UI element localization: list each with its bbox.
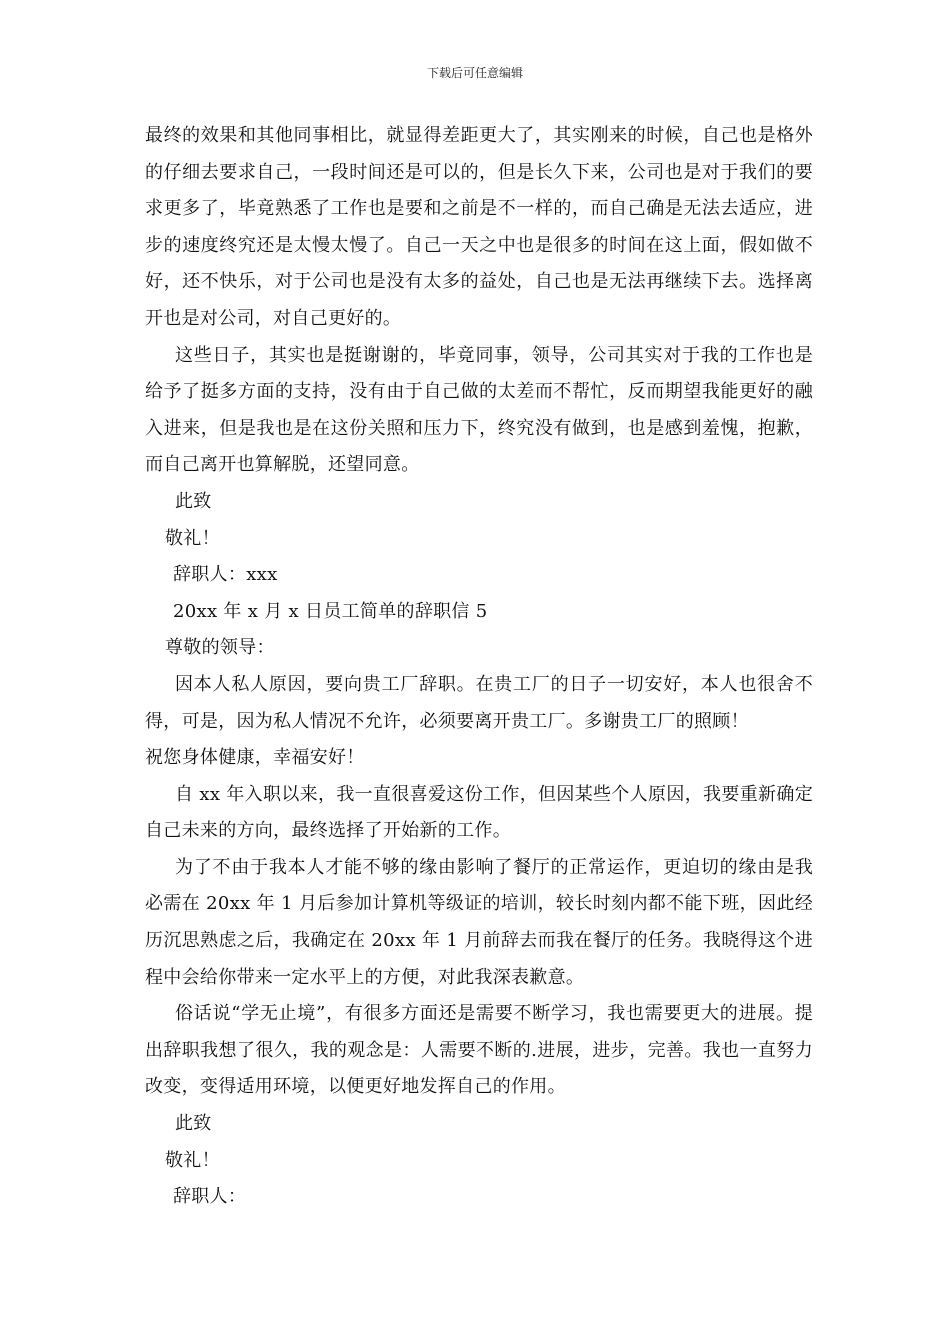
signature-line-2: 辞职人： xyxy=(173,1186,247,1208)
signature-line: 辞职人：xxx xyxy=(173,564,278,586)
letter-body xyxy=(145,118,813,1216)
greeting: 尊敬的领导： xyxy=(165,637,275,659)
paragraph-training: 为了不由于我本人才能不够的缘由影响了餐厅的正常运作，更迫切的缘由是我必需在 20xx 年 1 月后参加计算机等级证的培训，较长时刻内都不能下班，因此经历沉思熟虑之后，我确定在 20xx 年 1 月前辞去而我在餐厅的任务。我晓得这个进程中会给你带来一定水平上的方便，对此我深表歉意。 xyxy=(145,856,813,988)
paragraph-learning: 俗话说“学无止境”，有很多方面还是需要不断学习，我也需要更大的进展。提出辞职我想了很久，我的观念是：人需要不断的.进展，进步，完善。我也一直努力改变，变得适用环境，以便更好地发挥自己的作用。 xyxy=(145,1003,813,1098)
closing-salutation-2: 此致 xyxy=(175,1113,212,1135)
paragraph-wish: 祝您身体健康，幸福安好！ xyxy=(145,747,365,769)
closing-regards: 敬礼！ xyxy=(165,527,220,549)
page-header: 下载后可任意编辑 xyxy=(426,66,523,80)
paragraph-continued: 最终的效果和其他同事相比，就显得差距更大了，其实刚来的时候，自己也是格外的仔细去要求自己，一段时间还是可以的，但是长久下来，公司也是对于我们的要求更多了，毕竟熟悉了工作也是要和之前是不一样的，而自己确是无法去适应，进步的速度终究还是太慢太慢了。自己一天之中也是很多的时间在这上面，假如做不好，还不快乐，对于公司也是没有太多的益处，自己也是无法再继续下去。选择离开也是对公司，对自己更好的。 xyxy=(145,125,813,329)
paragraph-thanks: 这些日子，其实也是挺谢谢的，毕竟同事，领导，公司其实对于我的工作也是给予了挺多方面的支持，没有由于自己做的太差而不帮忙，反而期望我能更好的融入进来，但是我也是在这份关照和压力下，终究没有做到，也是感到羞愧，抱歉，而自己离开也算解脱，还望同意。 xyxy=(145,344,813,476)
paragraph-reason: 因本人私人原因，要向贵工厂辞职。在贵工厂的日子一切安好，本人也很舍不得，可是，因为私人情况不允许，必须要离开贵工厂。多谢贵工厂的照顾！ xyxy=(145,673,813,732)
closing-regards-2: 敬礼！ xyxy=(165,1149,220,1171)
paragraph-since-joining: 自 xx 年入职以来，我一直很喜爱这份工作，但因某些个人原因，我要重新确定自己未来的方向，最终选择了开始新的工作。 xyxy=(145,783,813,842)
closing-salutation: 此致 xyxy=(175,490,212,512)
section-heading: 20xx 年 x 月 x 日员工简单的辞职信 5 xyxy=(173,600,488,622)
